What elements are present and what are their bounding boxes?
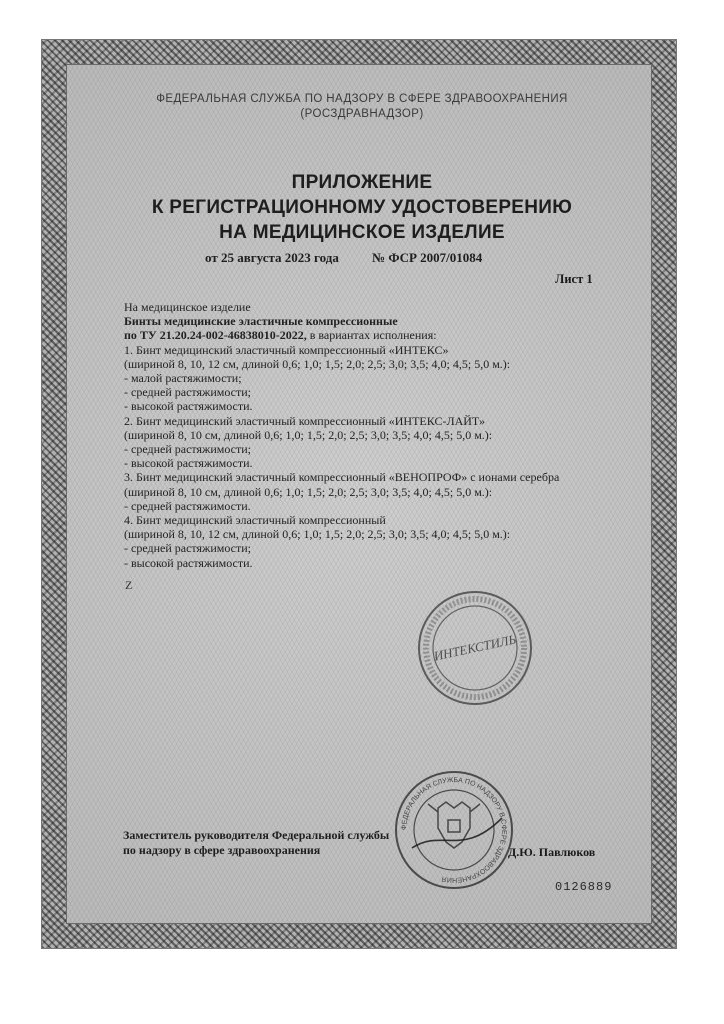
body-line-text: (шириной 8, 10, 12 см, длиной 0,6; 1,0; 1,5; 2,0; 2,5; 3,0; 3,5; 4,0; 4,5; 5,0 м.): [124,356,511,371]
registration-number: № ФСР 2007/01084 [372,250,483,265]
body-line-text: (шириной 8, 10 см, длиной 0,6; 1,0; 1,5; 2,0; 2,5; 3,0; 3,5; 4,0; 4,5; 5,0 м.): [124,484,493,499]
body-line [124,456,604,470]
sheet-number: Лист 1 [555,272,593,286]
body-line-text: 4. Бинт медицинский эластичный компрессионный [124,513,386,528]
body-line [124,499,604,513]
end-mark: Z [125,578,133,592]
body-line [124,428,604,442]
body-line [124,399,604,413]
body-line-text: 2. Бинт медицинский эластичный компрессионный «ИНТЕКС-ЛАЙТ» [124,413,485,428]
position-line-2: по надзору в сфере здравоохранения [123,843,321,857]
body-line [124,470,604,484]
body-line-text: - средней растяжимости; [124,385,251,400]
document-body [124,300,604,570]
title-line-1: ПРИЛОЖЕНИЕ [291,172,433,193]
body-line-text: - средней растяжимости; [124,442,251,457]
body-line-text: (шириной 8, 10, 12 см, длиной 0,6; 1,0; 1,5; 2,0; 2,5; 3,0; 3,5; 4,0; 4,5; 5,0 м.): [124,527,511,542]
body-line-text: по ТУ 21.20.24-002-46838010-2022, [124,328,307,343]
body-line-text: - высокой растяжимости. [124,456,253,471]
registration-line [205,250,482,266]
body-line [124,314,604,328]
body-line-text: 1. Бинт медицинский эластичный компрессионный «ИНТЕКС» [124,342,449,357]
body-line [124,556,604,570]
signatory-name: Д.Ю. Павлюков [508,845,596,859]
body-line-text: - средней растяжимости; [124,541,251,556]
title-line-2: К РЕГИСТРАЦИОННОМУ УДОСТОВЕРЕНИЮ [151,197,573,218]
svg-text:ФЕДЕРАЛЬНАЯ СЛУЖБА ПО НАДЗОРУ [401,777,507,883]
body-line-tail: в вариантах исполнения: [306,328,437,343]
body-line-text: Бинты медицинские эластичные компрессионные [124,314,398,329]
title-line-3: НА МЕДИЦИНСКОЕ ИЗДЕЛИЕ [219,222,505,243]
body-line-text: (шириной 8, 10 см, длиной 0,6; 1,0; 1,5; 2,0; 2,5; 3,0; 3,5; 4,0; 4,5; 5,0 м.): [124,427,493,442]
body-line [124,414,604,428]
position-line-1: Заместитель руководителя Федеральной службы [123,828,390,842]
body-line-text: - средней растяжимости. [124,498,251,513]
body-line-text: - малой растяжимости; [124,371,242,386]
agency-header [0,92,724,122]
signatory-position [123,828,389,858]
body-line-text: - высокой растяжимости. [124,399,253,414]
company-stamp [415,588,535,708]
agency-name: ФЕДЕРАЛЬНАЯ СЛУЖБА ПО НАДЗОРУ В СФЕРЕ ЗДРАВООХРАНЕНИЯ [156,93,568,105]
official-seal [392,768,516,892]
body-line [124,328,604,342]
body-line [124,343,604,357]
body-line [124,513,604,527]
agency-abbreviation: (РОСЗДРАВНАДЗОР) [300,108,424,120]
body-line [124,541,604,555]
body-line [124,371,604,385]
document-title [0,170,724,245]
body-line [124,300,604,314]
body-line-text: - высокой растяжимости. [124,555,253,570]
official-seal-text: ФЕДЕРАЛЬНАЯ СЛУЖБА ПО НАДЗОРУ В СФЕРЕ ЗДРАВООХРАНЕНИЯ [400,776,508,884]
body-line [124,357,604,371]
body-line-text: 3. Бинт медицинский эластичный компрессионный «ВЕНОПРОФ» с ионами серебра [124,470,560,485]
form-serial-number: 0126889 [555,880,613,894]
body-line [124,527,604,541]
body-line [124,485,604,499]
body-line-text: На медицинское изделие [124,300,251,314]
body-line [124,385,604,399]
registration-date: от 25 августа 2023 года [205,250,339,265]
company-stamp-text: ИНТЕКСТИЛЬ [432,631,518,664]
body-line [124,442,604,456]
